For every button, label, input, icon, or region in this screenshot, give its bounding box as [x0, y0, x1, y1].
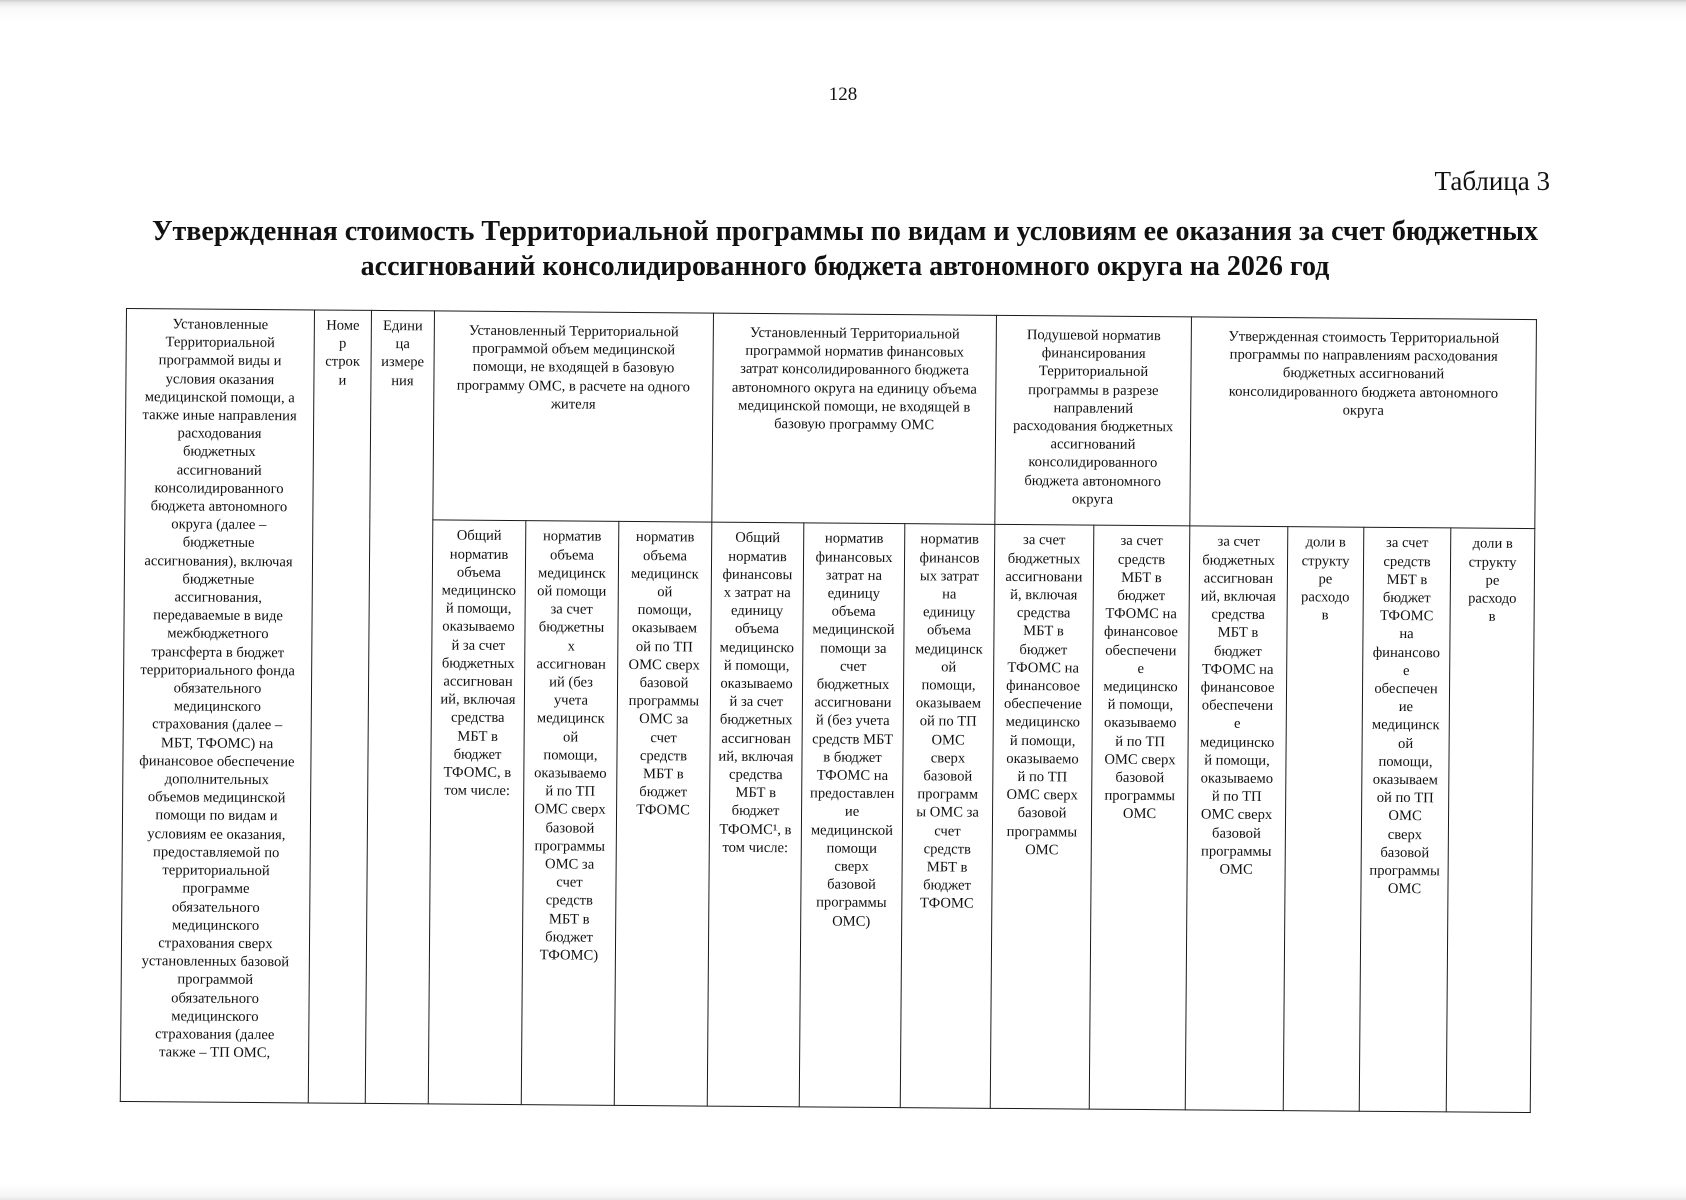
sub-cell-11 — [1359, 528, 1451, 1112]
subheader-per-capita-mbt: за счет средств МБТ в бюджет ТФОМС на финансовое обеспечени е медицинско й помощи, оказываемо й по ТП ОМС сверх базовой программы ОМС — [1103, 533, 1179, 823]
scan-edge-bottom — [0, 1184, 1686, 1200]
group-cell-financial-norm — [712, 313, 997, 525]
sub-cell-9 — [1185, 526, 1288, 1110]
sub-cell-7 — [990, 525, 1094, 1109]
page-number: 128 — [828, 84, 858, 105]
subheader-share-2: доли в структу ре расходо в — [1468, 535, 1517, 625]
header-row-number: Номе р строк и — [325, 317, 361, 389]
subheader-cost-mbt: норматив финансов ых затрат на единицу объема медицинск ой помощи, оказываем ой по ТП ОМС сверх базовой программ ы ОМС за счет средств МБТ в бюджет ТФОМС — [914, 531, 983, 913]
subheader-cost-budget: норматив финансовых затрат на единицу объема медицинской помощи за счет бюджетных ассигновани й (без учета средств МБТ в бюджет ТФОМС на предоставлен ие медицинской помощи сверх базовой программы ОМС) — [810, 530, 895, 930]
table-label: Таблица 3 — [1434, 166, 1550, 196]
sub-cell-5 — [799, 523, 905, 1107]
header-cell-service-types — [120, 309, 314, 1103]
header-cell-row-number — [308, 310, 371, 1103]
group-cell-volume — [433, 311, 714, 523]
scan-edge-top — [0, 0, 1686, 22]
cost-table — [120, 308, 1537, 1113]
subheader-share-1: доли в структу ре расходо в — [1301, 534, 1350, 624]
subheader-total-volume-norm: Общий норматив объема медицинско й помощи, оказываемо й за счет бюджетных ассигнован ий, включая средства МБТ в бюджет ТФОМС, в том числе: — [440, 527, 517, 800]
title-line-2: ассигнований консолидированного бюджета автономного округа на 2026 год — [360, 251, 1330, 282]
group-header-approved-cost: Утвержденная стоимость Территориальной программы по направлениям расходования бюджетных ассигнований консолидированного бюджета автономного округа — [1228, 328, 1500, 419]
subheader-cost-total-budget: за счет бюджетных ассигнован ий, включая средства МБТ в бюджет ТФОМС на финансовое обеспечени е медицинско й помощи, оказываемо й по ТП ОМС сверх базовой программы ОМС — [1199, 533, 1276, 878]
sub-cell-6 — [900, 524, 995, 1108]
sub-cell-8 — [1089, 525, 1190, 1109]
subheader-cost-total-mbt: за счет средств МБТ в бюджет ТФОМС на финансово е обеспечен ие медицинск ой помощи, оказываем ой по ТП ОМС сверх базовой программы ОМС — [1369, 535, 1441, 898]
table-sheet — [120, 308, 1537, 1113]
sub-cell-3 — [614, 522, 712, 1106]
sub-cell-12 — [1446, 528, 1535, 1112]
header-cell-unit — [365, 310, 434, 1103]
group-cell-approved-cost — [1190, 317, 1537, 529]
group-header-financial-norm: Установленный Территориальной программой норматив финансовых затрат консолидированного бюджета автономного округа на единицу объема медицинской помощи, не входящей в базовую программу ОМС — [731, 324, 977, 434]
sub-cell-1 — [428, 520, 526, 1104]
subheader-volume-mbt: норматив объема медицинск ой помощи, оказываем ой по ТП ОМС сверх базовой программы ОМС за счет средств МБТ в бюджет ТФОМС — [628, 529, 700, 819]
subheader-volume-budget: норматив объема медицинск ой помощи за счет бюджетны х ассигнован ий (без учета медицинск ой помощи, оказываемо й по ТП ОМС сверх базовой программы ОМС за счет средств МБТ в бюджет ТФОМС) — [534, 528, 607, 964]
group-header-per-capita: Подушевой норматив финансирования Территориальной программы в разрезе направлений расходования бюджетных ассигнований консолидированного бюджета автономного округа — [1012, 327, 1174, 508]
sub-cell-4 — [707, 522, 804, 1106]
subheader-per-capita-budget: за счет бюджетных ассигновани й, включая средства МБТ в бюджет ТФОМС на финансовое обеспечение медицинско й помощи, оказываемо й по ТП ОМС сверх базовой программы ОМС — [1004, 532, 1083, 859]
group-cell-per-capita — [995, 315, 1192, 526]
sub-cell-2 — [521, 521, 619, 1105]
sub-cell-10 — [1283, 527, 1364, 1111]
header-unit: Едини ца измере ния — [381, 318, 425, 389]
document-title — [120, 214, 1570, 284]
group-header-volume: Установленный Территориальной программой объем медицинской помощи, не входящей в базовую программу ОМС, в расчете на одного жителя — [456, 322, 691, 413]
subheader-total-cost-norm: Общий норматив финансовы х затрат на единицу объема медицинско й помощи, оказываемо й за счет бюджетных ассигнован ий, включая средства МБТ в бюджет ТФОМС¹, в том числе: — [718, 530, 795, 857]
title-line-1: Утвержденная стоимость Территориальной программы по видам и условиям ее оказания за счет бюджетных — [152, 216, 1538, 247]
header-service-types: Установленные Территориальной программой виды и условия оказания медицинской помощи, а также иные направления расходования бюджетных ассигнований консолидированного бюджета автономного округа (далее – бюджетные ассигнования), включая бюджетные ассигнования, передаваемые в виде межбюджетного трансферта в бюджет территориального фонда обязательного медицинского страхования (далее – МБТ, ТФОМС) на финансовое обеспечение дополнительных объемов медицинской помощи по видам и условиям ее оказания, предоставляемой по территориальной программе обязательного медицинского страхования сверх установленных базовой программой обязательного медицинского страхования (далее также – ТП ОМС, — [139, 316, 297, 1062]
